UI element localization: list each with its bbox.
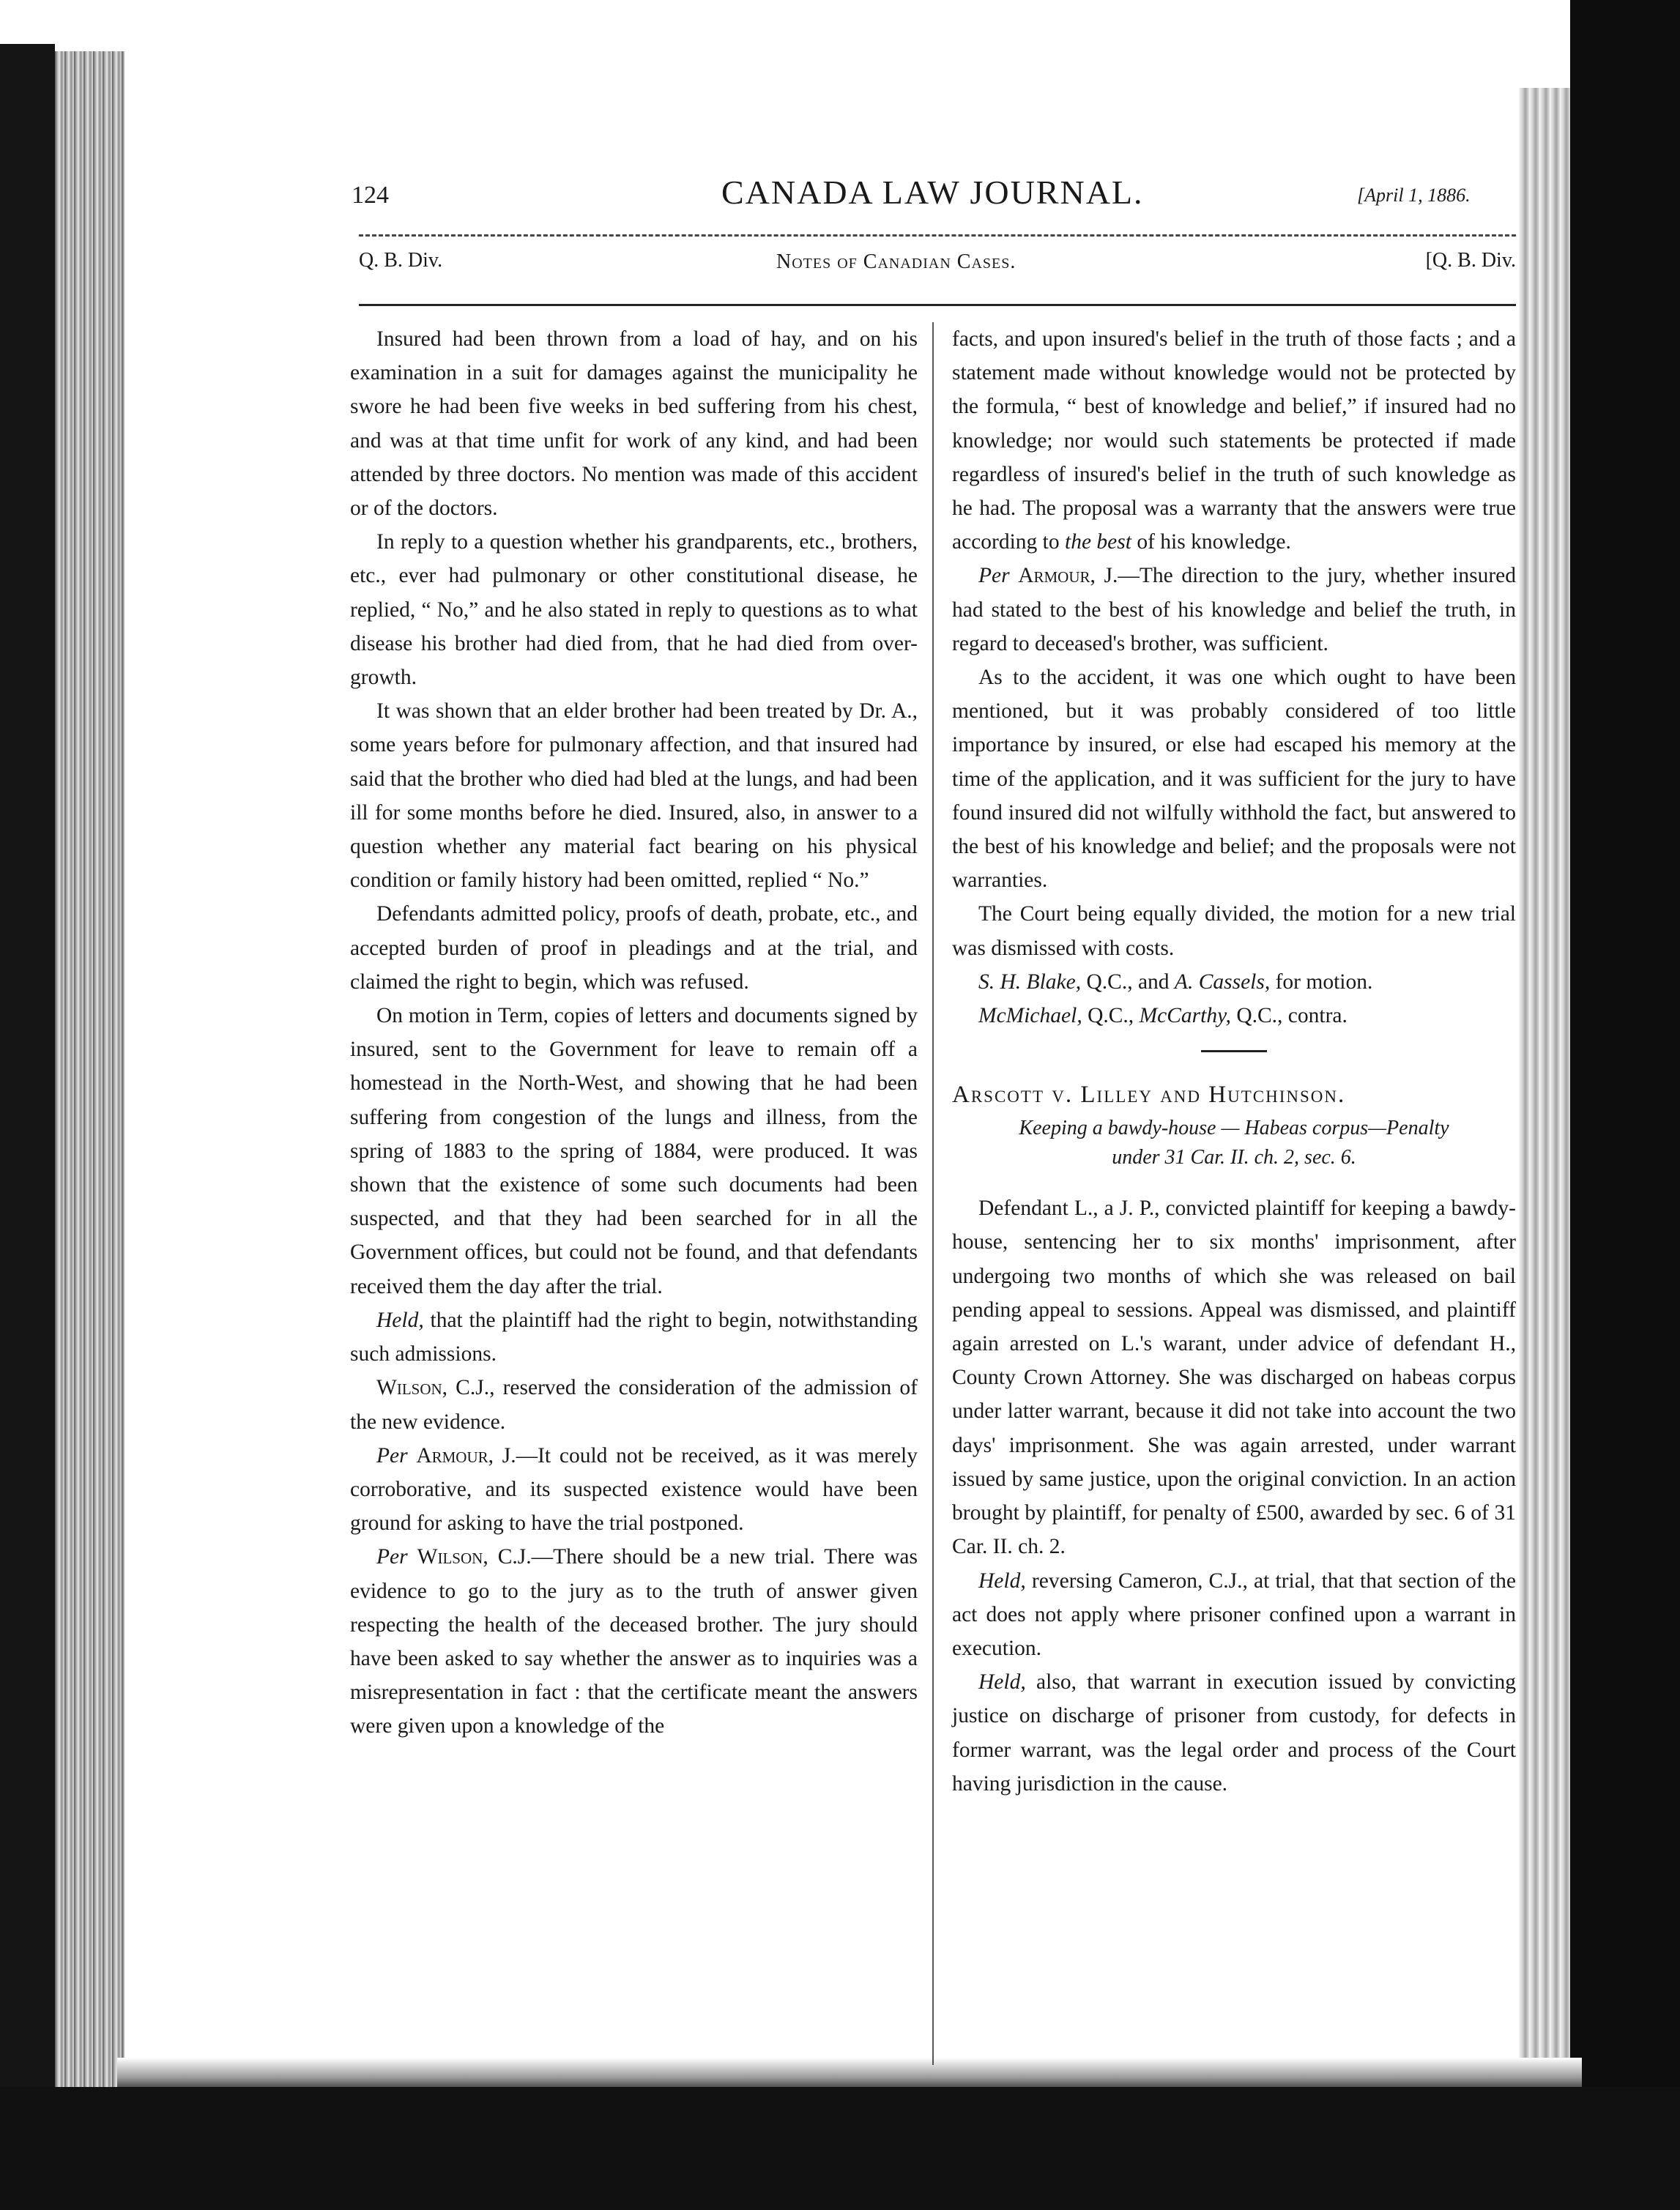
held-text: reversing Cameron, C.J., at trial, that that section of the act does not apply where prisoner confined upon a warrant in execution. <box>952 1569 1516 1660</box>
held-label: Held, <box>376 1308 424 1332</box>
book-binding-edge <box>55 51 124 2210</box>
journal-title: CANADA LAW JOURNAL. <box>721 174 1144 211</box>
counsel-text: Q.C., <box>1082 1004 1140 1028</box>
case-separator <box>1201 1050 1267 1052</box>
case-title: Arscott v. Lilley and Hutchinson. <box>952 1082 1346 1109</box>
issue-date: [April 1, 1886. <box>1357 185 1471 206</box>
holding-paragraph <box>952 1564 1516 1666</box>
holding-paragraph <box>952 1665 1516 1801</box>
paragraph: On motion in Term, copies of letters and documents signed by insured, sent to the Government for leave to remain off a homestead in the North-West, and showing that he had been suffering from congestion of the lungs and illness, from the spring of 1883 to the spring of 1884, were produced. It was shown that the existence of some such documents had been suspected, and that they had been searched for in all the Government offices, but could not be found, and that defendants received them the day after the trial. <box>350 1004 918 1298</box>
counsel-name: A. Cassels, <box>1174 970 1271 994</box>
judge-name: Wilson, <box>376 1376 448 1400</box>
judge-text: J.—It could not be received, as it was merely corroborative, and its suspected existence would have been ground for asking to have the trial postponed. <box>350 1443 918 1536</box>
per-label: Per <box>978 564 1019 588</box>
headnote-line: under 31 Car. II. ch. 2, sec. 6. <box>1112 1146 1356 1169</box>
judge-opinion <box>350 1540 918 1743</box>
judge-name: Armour, <box>1018 564 1096 588</box>
paragraph: It was shown that an elder brother had been treated by Dr. A., some years before for pulmonary affection, and that insured had said that the brother who died had bled at the lungs, and had been ill for some months before he died. Insured, also, in answer to a question whether any material fact bearing on his physical condition or family history had been omitted, replied “ No.” <box>350 699 918 893</box>
headnote-line: Keeping a bawdy-house — Habeas corpus—Penalty <box>1019 1117 1449 1140</box>
scan-left-edge <box>0 44 55 2210</box>
scan-bottom-edge <box>0 2087 1680 2210</box>
counsel-text: Q.C., and <box>1081 970 1175 994</box>
emphasis-text: the best <box>1065 530 1131 554</box>
judge-opinion <box>350 1439 918 1541</box>
judge-name: Wilson, <box>417 1545 488 1569</box>
counsel-text: for motion. <box>1270 970 1373 994</box>
page-bottom-shadow <box>117 2058 1582 2091</box>
per-label: Per <box>376 1545 417 1569</box>
paragraph-continued <box>952 322 1516 559</box>
scan-top-margin <box>0 0 1680 37</box>
scan-right-edge <box>1570 0 1680 2210</box>
counsel-name: McMichael, <box>978 1004 1082 1028</box>
section-header <box>359 249 1516 278</box>
paragraph: In reply to a question whether his grandparents, etc., brothers, etc., ever had pulmonary or other constitutional disease, he replied, “ No,” and he also stated in reply to questions as to what disease his brother had died from, that he had died from over-growth. <box>350 530 918 690</box>
continued-text: facts, and upon insured's belief in the truth of those facts ; and a statement made without knowledge would not be protected by the formula, “ best of knowledge and belief,” if insured had no knowledge; nor would such statements be protected if made regardless of insured's belief in the truth of such knowledge as he had. The proposal was a warranty that the answers were true according to <box>952 327 1516 554</box>
section-title: Notes of Canadian Cases. <box>776 250 1016 273</box>
held-text: that the plaintiff had the right to begin, notwithstanding such admissions. <box>350 1308 918 1366</box>
section-left: Q. B. Div. <box>359 249 443 272</box>
page-number: 124 <box>352 182 389 209</box>
judge-opinion <box>952 559 1516 661</box>
case-headnote <box>952 1114 1516 1172</box>
held-label: Held, <box>978 1569 1026 1593</box>
held-label: Held, <box>978 1670 1026 1694</box>
judge-text: C.J., reserved the consideration of the admission of the new evidence. <box>350 1376 918 1434</box>
held-text: also, that warrant in execution issued by convicting justice on discharge of prisoner from custody, for defects in former warrant, was the legal order and process of the Court having jurisdiction in the cause. <box>952 1670 1516 1796</box>
running-header <box>352 168 1523 220</box>
left-column <box>350 322 918 1744</box>
judge-name: Armour, <box>416 1443 494 1467</box>
per-label: Per <box>376 1443 417 1467</box>
judge-text: J.—The direction to the jury, whether insured had stated to the best of his knowledge and belief the truth, in regard to deceased's brother, was sufficient. <box>952 564 1517 655</box>
header-rule <box>359 234 1516 237</box>
counsel-text: Q.C., contra. <box>1230 1004 1348 1028</box>
paragraph: The Court being equally divided, the motion for a new trial was dismissed with costs. <box>952 902 1516 960</box>
judge-text: C.J.—There should be a new trial. There was evidence to go to the jury as to the truth of answer given respecting the health of the deceased brother. The jury should have been asked to say whether the answer as to inquiries was a misrepresentation in fact : that the certificate meant the answers were given upon a knowledge of the <box>350 1545 918 1738</box>
column-divider <box>932 322 934 2065</box>
paragraph: Defendants admitted policy, proofs of death, probate, etc., and accepted burden of proof in pleadings and at the trial, and claimed the right to begin, which was refused. <box>350 902 918 994</box>
page-edge-right <box>1519 88 1570 2094</box>
counsel-name: S. H. Blake, <box>978 970 1082 994</box>
case-facts: Defendant L., a J. P., convicted plaintiff for keeping a bawdy-house, sentencing her to six months' imprisonment, after undergoing two months of which she was released on bail pending appeal to sessions. Appeal was dismissed, and plaintiff again arrested on L.'s warant, under advice of defendant H., County Crown Attorney. She was discharged on habeas corpus under latter warrant, because it did not take into account the two days' imprisonment. She was again arrested, under warrant issued by same justice, upon the original conviction. In an action brought by plaintiff, for penalty of £500, awarded by sec. 6 of 31 Car. II. ch. 2. <box>952 1197 1516 1559</box>
counsel-line <box>952 965 1516 999</box>
paragraph: Insured had been thrown from a load of hay, and on his examination in a suit for damages against the municipality he swore he had been five weeks in bed suffering from his chest, and was at that time unfit for work of any kind, and had been attended by three doctors. No mention was made of this accident or of the doctors. <box>350 327 918 521</box>
paragraph: As to the accident, it was one which ought to have been mentioned, but it was probably considered of too little importance by insured, or else had escaped his memory at the time of the application, and it was sufficient for the jury to have found insured did not wilfully withhold the fact, but answered to the best of his knowledge and belief; and the proposals were not warranties. <box>952 666 1516 893</box>
judge-note <box>350 1371 918 1438</box>
holding-paragraph <box>350 1303 918 1371</box>
right-column <box>952 322 1516 1801</box>
counsel-name: McCarthy, <box>1139 1004 1231 1028</box>
continued-text-end: of his knowledge. <box>1131 530 1291 554</box>
section-right: [Q. B. Div. <box>1425 249 1516 272</box>
section-rule <box>359 304 1516 306</box>
counsel-line <box>952 999 1516 1033</box>
